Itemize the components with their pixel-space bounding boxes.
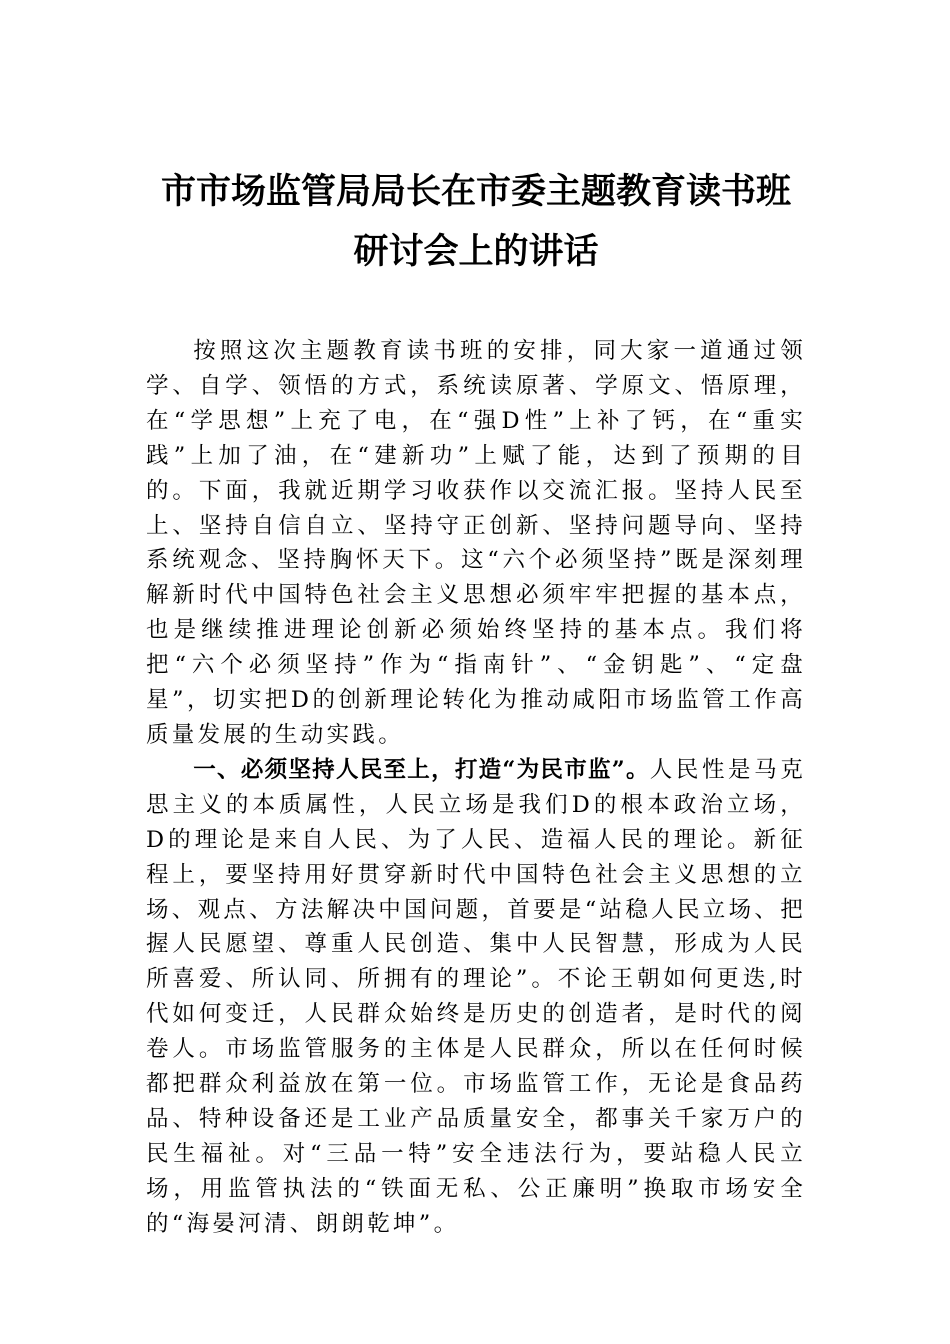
document-page bbox=[146, 162, 806, 1242]
paragraph-intro bbox=[146, 334, 806, 753]
document-title bbox=[146, 162, 806, 282]
document-body bbox=[146, 334, 806, 1242]
section-1-heading: 一、必须坚持人民至上，打造“为民市监”。 bbox=[193, 756, 650, 783]
title-line-2: 研讨会上的讲话 bbox=[353, 231, 599, 272]
paragraph-intro-text: 按照这次主题教育读书班的安排，同大家一道通过领学、自学、领悟的方式，系统读原著、学原文、悟原理，在“学思想”上充了电，在“强D性”上补了钙，在“重实践”上加了油，在“建新功”上赋了能，达到了预期的目的。下面，我就近期学习收获作以交流汇报。坚持人民至上、坚持自信自立、坚持守正创新、坚持问题导向、坚持系统观念、坚持胸怀天下。这“六个必须坚持”既是深刻理解新时代中国特色社会主义思想必须牢牢把握的基本点，也是继续推进理论创新必须始终坚持的基本点。我们将把“六个必须坚持”作为“指南针”、“金钥匙”、“定盘星”，切实把D的创新理论转化为推动咸阳市场监管工作高质量发展的生动实践。 bbox=[146, 338, 806, 748]
section-1-text: 人民性是马克思主义的本质属性，人民立场是我们D的根本政治立场，D的理论是来自人民、为了人民、造福人民的理论。新征程上，要坚持用好贯穿新时代中国特色社会主义思想的立场、观点、方法解决中国问题，首要是“站稳人民立场、把握人民愿望、尊重人民创造、集中人民智慧，形成为人民所喜爱、所认同、所拥有的理论”。不论王朝如何更迭,时代如何变迁，人民群众始终是历史的创造者，是时代的阅卷人。市场监管服务的主体是人民群众，所以在任何时候都把群众利益放在第一位。市场监管工作，无论是食品药品、特种设备还是工业产品质量安全，都事关千家万户的民生福祉。对“三品一特”安全违法行为，要站稳人民立场，用监管执法的“铁面无私、公正廉明”换取市场安全的“海晏河清、朗朗乾坤”。 bbox=[146, 756, 806, 1237]
paragraph-section-1 bbox=[146, 753, 806, 1242]
title-line-1: 市市场监管局局长在市委主题教育读书班 bbox=[160, 171, 791, 212]
